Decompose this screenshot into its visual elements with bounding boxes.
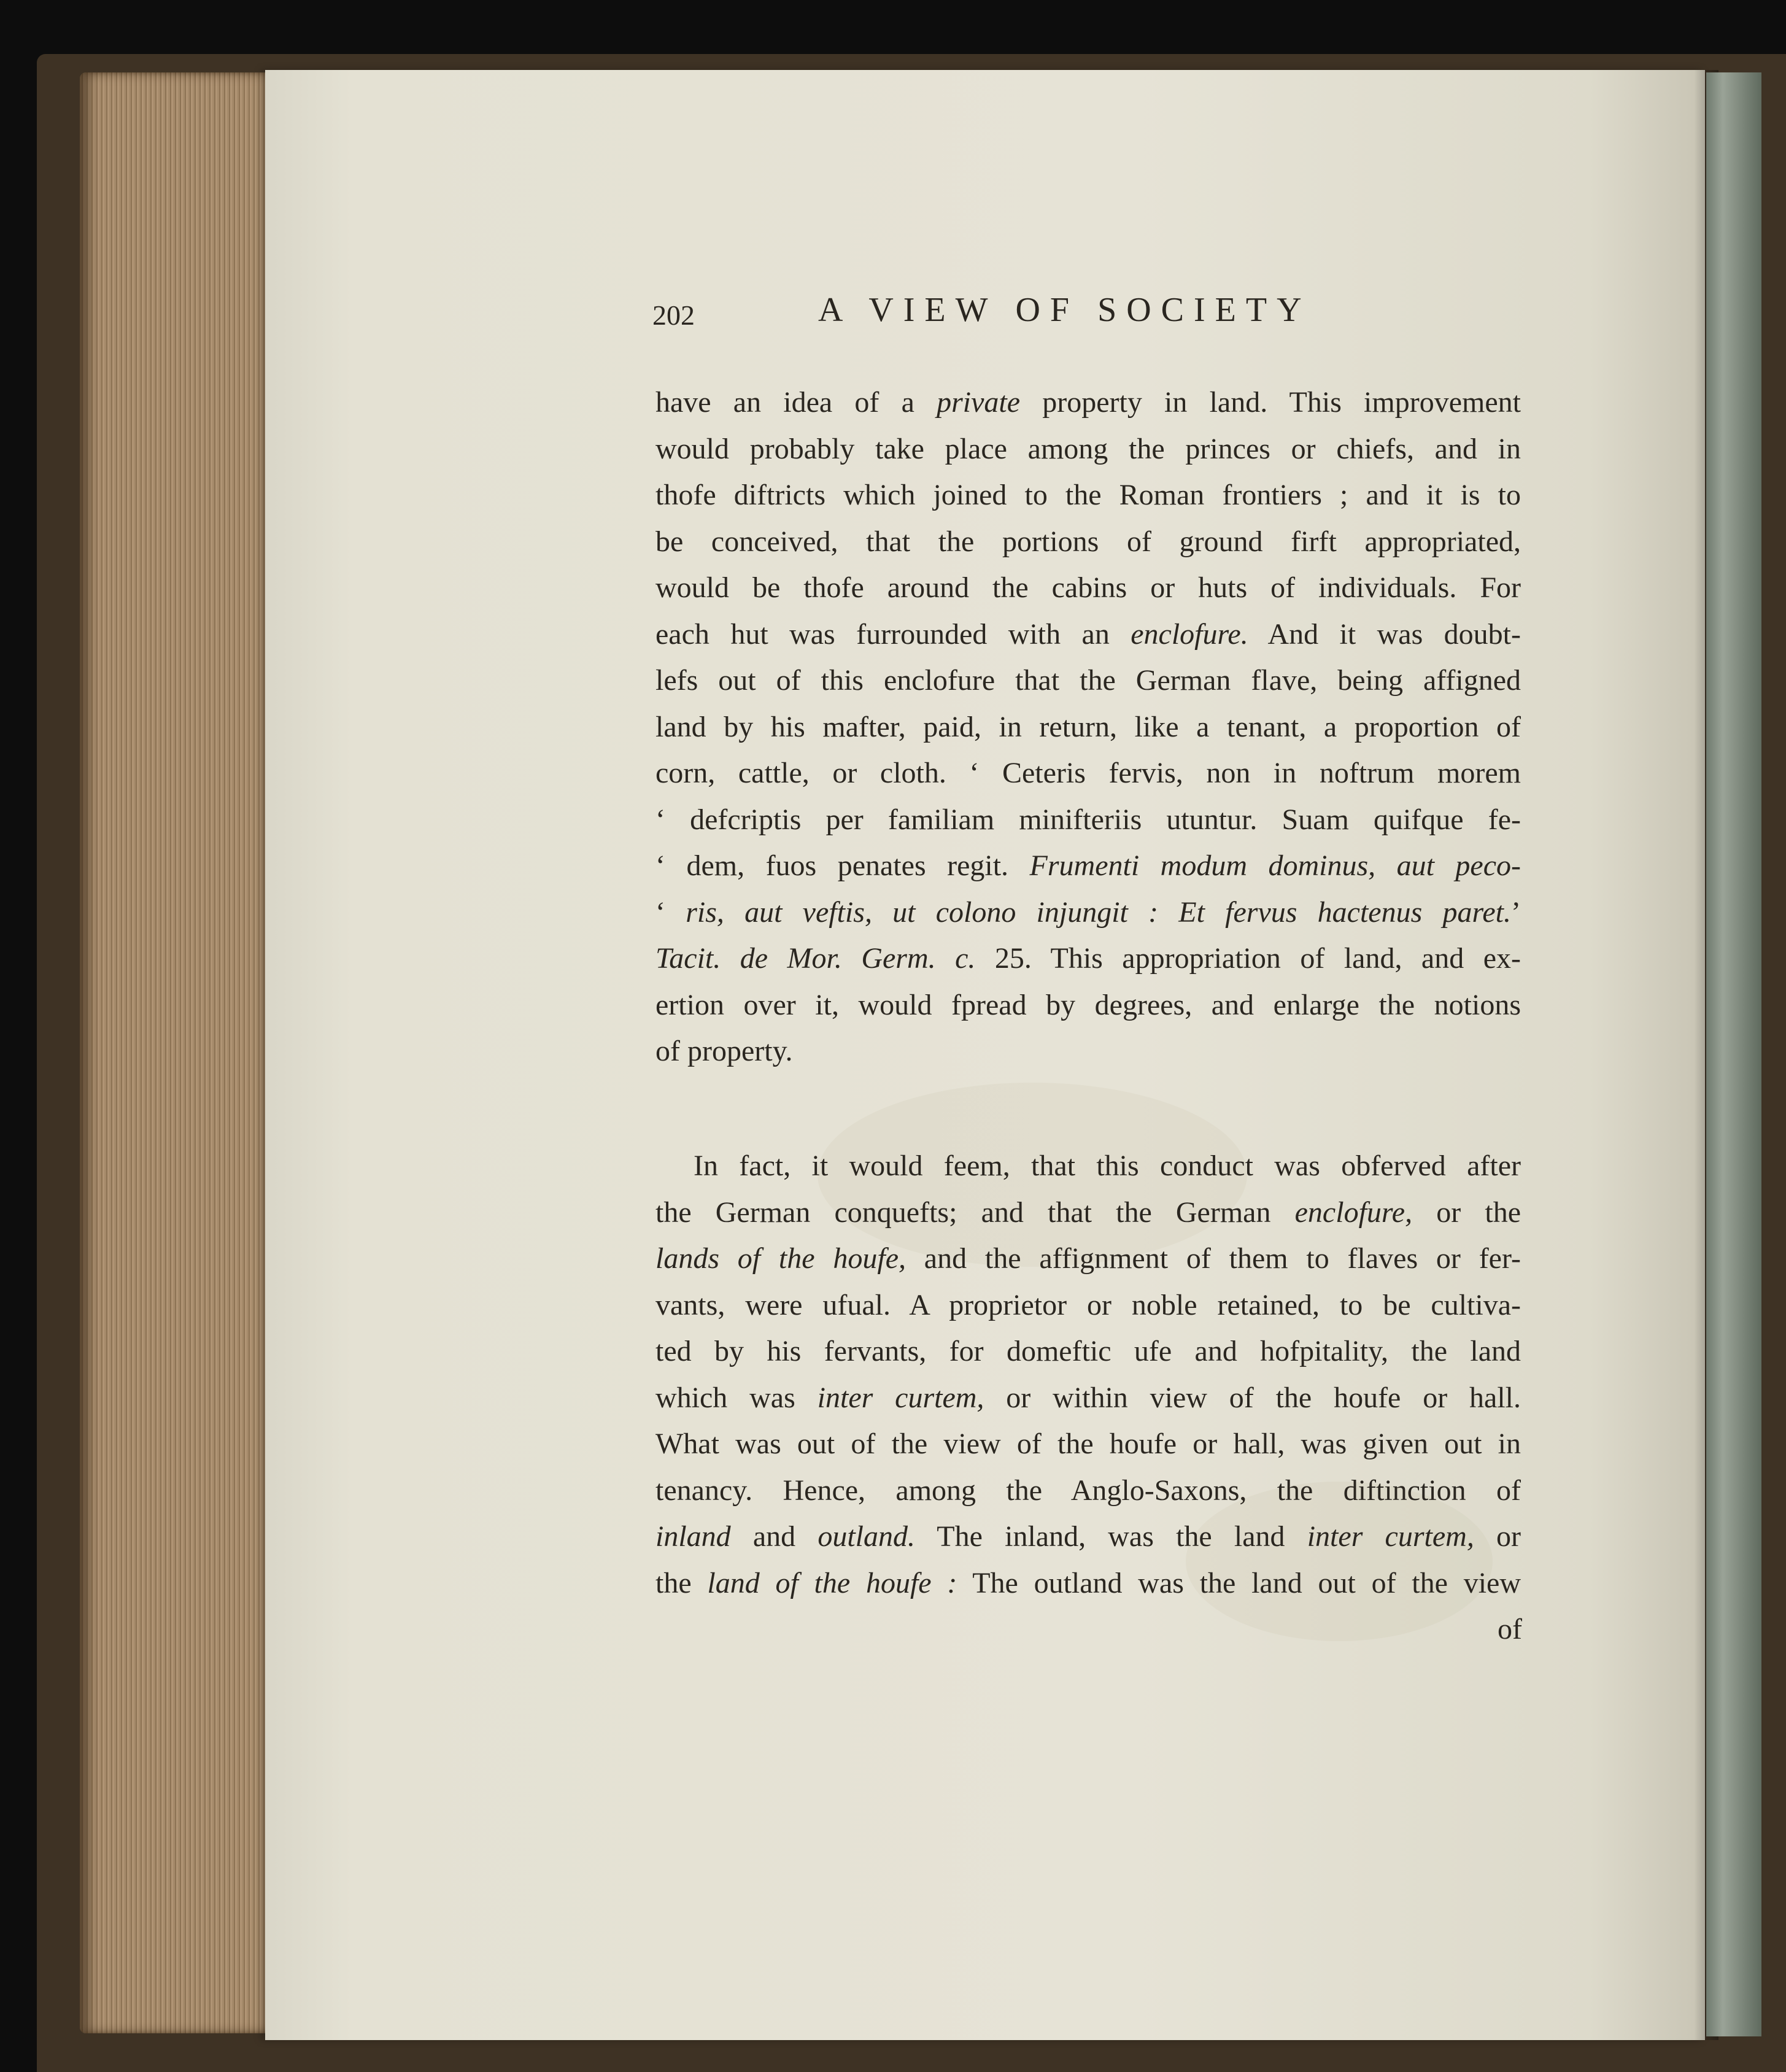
- text-line: have an idea of a private property in land. This improvement: [655, 386, 1521, 419]
- italic-text: land of the houfe :: [707, 1566, 957, 1599]
- italic-text: enclofure,: [1294, 1196, 1413, 1229]
- text-line: ertion over it, would fpread by degrees, and enlarge the notions: [655, 988, 1521, 1021]
- text-line: ‘ defcriptis per familiam minifteriis utuntur. Suam quifque fe-: [655, 803, 1521, 836]
- text-line: each hut was furrounded with an enclofure. And it was doubt-: [655, 617, 1521, 651]
- text-line: vants, were ufual. A proprietor or noble retained, to be cultiva-: [655, 1288, 1521, 1321]
- running-head: A VIEW OF SOCIETY: [818, 291, 1312, 329]
- text-line: land by his mafter, paid, in return, like a tenant, a proportion of: [655, 710, 1521, 743]
- page-edges: [80, 72, 276, 2033]
- italic-text: inland: [655, 1520, 731, 1553]
- italic-text: inter curtem,: [1307, 1520, 1474, 1553]
- page-header: [652, 287, 1395, 336]
- italic-text: private: [937, 386, 1021, 419]
- text-line: inland and outland. The inland, was the land inter curtem, or: [655, 1520, 1521, 1553]
- italic-text: lands of the houfe,: [655, 1242, 907, 1275]
- text-line: Tacit. de Mor. Germ. c. 25. This appropriation of land, and ex-: [655, 942, 1521, 975]
- page-number: 202: [652, 300, 695, 331]
- text-line: corn, cattle, or cloth. ‘ Ceteris fervis, non in noftrum morem: [655, 757, 1521, 789]
- text-line: be conceived, that the portions of ground firft appropriated,: [655, 525, 1521, 558]
- italic-text: inter curtem,: [817, 1381, 984, 1414]
- italic-text: enclofure.: [1131, 617, 1248, 651]
- text-line: thofe diftricts which joined to the Roman frontiers ; and it is to: [655, 479, 1521, 511]
- text-line: would be thofe around the cabins or huts of individuals. For: [655, 571, 1521, 604]
- text-line: tenancy. Hence, among the Anglo-Saxons, the diftinction of: [655, 1474, 1521, 1507]
- text-line: which was inter curtem, or within view of the houfe or hall.: [655, 1381, 1521, 1414]
- text-line: ‘ dem, fuos penates regit. Frumenti modum dominus, aut peco-: [655, 849, 1521, 882]
- text-line: lands of the houfe, and the affignment of them to flaves or fer-: [655, 1242, 1521, 1275]
- text-line: the land of the houfe : The outland was the land out of the view: [655, 1566, 1521, 1599]
- text-line: ted by his fervants, for domeftic ufe and hofpitality, the land: [655, 1335, 1521, 1367]
- text-line: What was out of the view of the houfe or hall, was given out in: [655, 1428, 1521, 1460]
- text-line: the German conquefts; and that the German enclofure, or the: [655, 1196, 1521, 1229]
- text-line: would probably take place among the princes or chiefs, and in: [655, 432, 1521, 465]
- catchword: of: [1498, 1613, 1522, 1645]
- text-line: lefs out of this enclofure that the German flave, being affigned: [655, 664, 1521, 697]
- italic-text: Frumenti modum dominus, aut peco-: [1029, 849, 1521, 882]
- italic-text: outland.: [818, 1520, 915, 1553]
- italic-text: ris, aut veftis, ut colono injungit : Et fervus hactenus paret.: [686, 895, 1512, 929]
- text-line: of property.: [655, 1035, 793, 1067]
- text-line: In fact, it would feem, that this conduct was obferved after: [694, 1150, 1521, 1182]
- italic-text: Tacit. de Mor. Germ. c.: [655, 942, 976, 975]
- text-line: ‘ ris, aut veftis, ut colono injungit : Et fervus hactenus paret.’: [655, 895, 1521, 929]
- facing-page-edge: [1706, 72, 1761, 2036]
